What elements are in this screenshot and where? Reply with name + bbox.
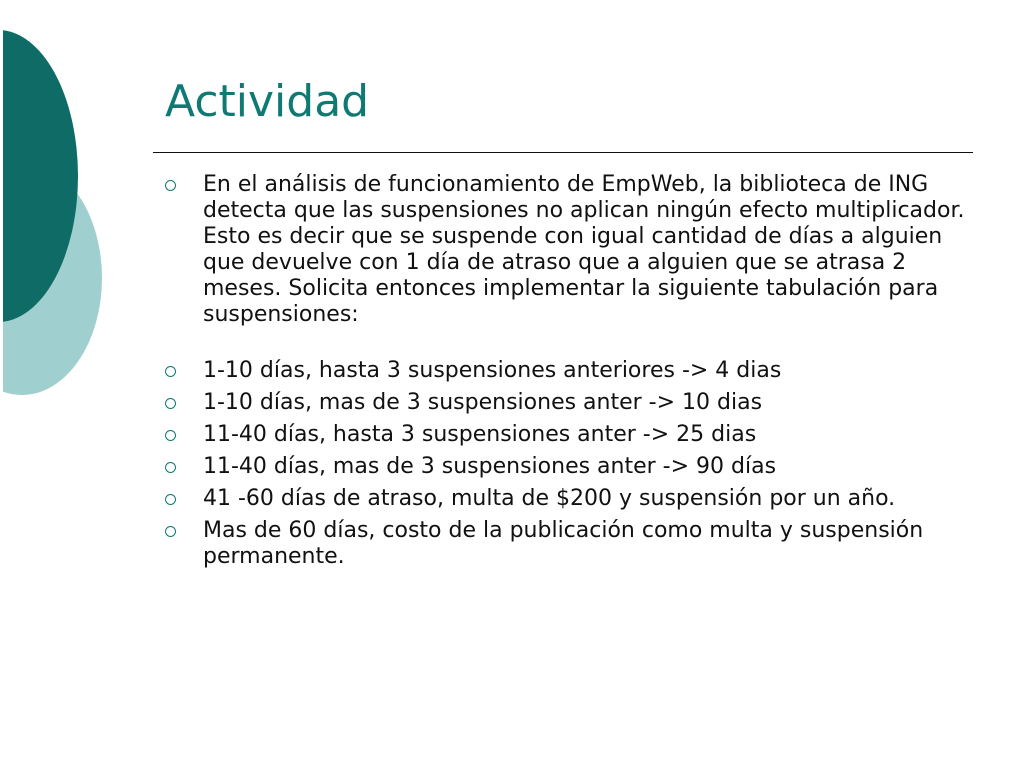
decorative-shapes (0, 0, 110, 400)
list-item (165, 518, 965, 570)
slide-title: Actividad (165, 76, 370, 127)
circle-bullet-icon (165, 462, 176, 473)
title-divider (153, 152, 973, 153)
list-item-text: En el análisis de funcionamiento de EmpWeb, la biblioteca de ING detecta que las suspensiones no aplican ningún efecto multiplicador. Esto es decir que se suspende con igual cantidad de días a alguien que devuelve con 1 día de atraso que a alguien que se atrasa 2 meses. Solicita entonces implementar la siguiente tabulación para suspensiones: (203, 172, 965, 327)
circle-bullet-icon (165, 366, 176, 377)
left-edge-strip (0, 0, 3, 400)
list-item (165, 172, 965, 328)
list-item-text: 11-40 días, mas de 3 suspensiones anter -> 90 días (203, 454, 777, 479)
list-item (165, 358, 965, 384)
list-item (165, 486, 965, 512)
list-item-text: 41 -60 días de atraso, multa de $200 y suspensión por un año. (203, 486, 896, 511)
circle-bullet-icon (165, 430, 176, 441)
list-item-text: 1-10 días, mas de 3 suspensiones anter -> 10 dias (203, 390, 763, 415)
list-item-text: 11-40 días, hasta 3 suspensiones anter -> 25 dias (203, 422, 757, 447)
circle-bullet-icon (165, 180, 176, 191)
list-item (165, 454, 965, 480)
circle-bullet-icon (165, 494, 176, 505)
list-item-text: Mas de 60 días, costo de la publicación como multa y suspensión permanente. (203, 518, 924, 569)
circle-bullet-icon (165, 398, 176, 409)
list-item (165, 422, 965, 448)
list-item (165, 390, 965, 416)
circle-bullet-icon (165, 526, 176, 537)
list-item-text: 1-10 días, hasta 3 suspensiones anteriores -> 4 dias (203, 358, 782, 383)
bullet-list (165, 172, 965, 576)
